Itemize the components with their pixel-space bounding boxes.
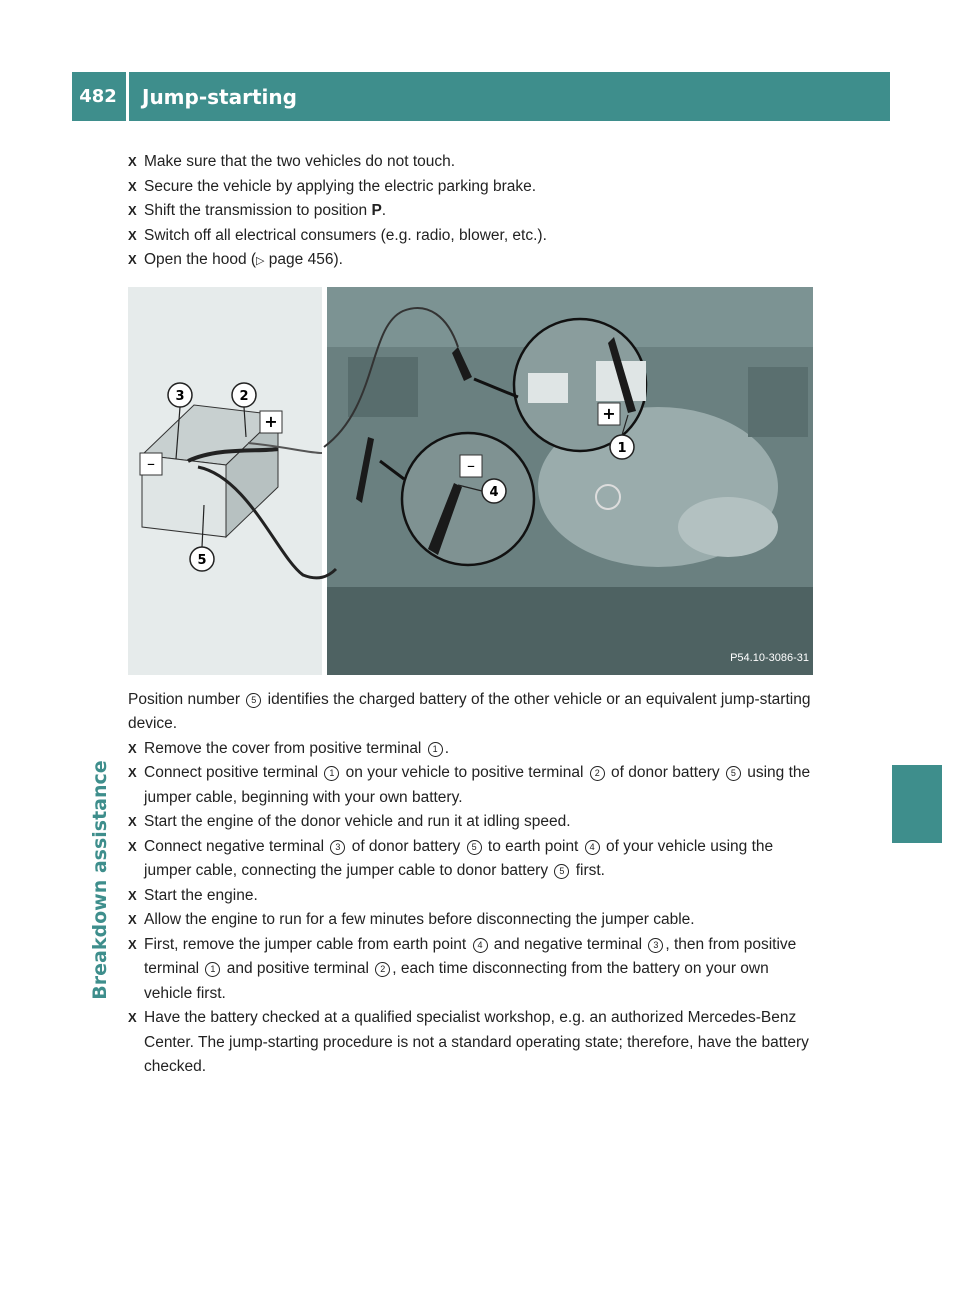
plus-sign-left: +	[264, 411, 278, 431]
jump-start-illustration	[128, 287, 813, 675]
callout-ref: 1	[205, 962, 220, 977]
step-parking-brake: X Secure the vehicle by applying the electric parking brake.	[128, 175, 813, 200]
callout-ref: 4	[585, 840, 600, 855]
step-remove-cable: X First, remove the jumper cable from earth point 4 and negative terminal 3 , then from positive terminal 1 and positive terminal 2 , each time disconnecting from the battery on your own vehicle first.	[128, 933, 813, 1007]
step-electrical-consumers: X Switch off all electrical consumers (e.g. radio, blower, etc.).	[128, 224, 813, 249]
page-content	[128, 150, 813, 1080]
section-side-label: Breakdown assistance	[89, 760, 111, 1000]
panel-divider	[322, 287, 327, 675]
callout-ref: 5	[246, 693, 261, 708]
callout-ref: 5	[726, 766, 741, 781]
section-tab-marker	[892, 765, 942, 843]
page-title: Jump-starting	[142, 84, 297, 109]
svg-text:5: 5	[197, 552, 207, 568]
svg-text:2: 2	[239, 388, 249, 404]
step-remove-cover: X Remove the cover from positive terminal 1 .	[128, 737, 813, 762]
gear-position: P	[371, 202, 382, 219]
callout-ref: 5	[554, 864, 569, 879]
svg-text:4: 4	[489, 484, 499, 500]
step-connect-positive: X Connect positive terminal 1 on your vehicle to positive terminal 2 of donor battery 5 using the jumper cable, beginning with your own battery.	[128, 761, 813, 810]
step-open-hood: X Open the hood (▷ page 456).	[128, 248, 813, 274]
step-check-battery: X Have the battery checked at a qualified specialist workshop, e.g. an authorized Mercedes-Benz Center. The jump-starting procedure is not a standard operating state; therefore, have the battery checked.	[128, 1006, 813, 1080]
intro-paragraph: Position number 5 identifies the charged battery of the other vehicle or an equivalent jump-starting device.	[128, 690, 811, 732]
step-transmission: X Shift the transmission to position P.	[128, 199, 813, 224]
svg-text:1: 1	[617, 440, 627, 456]
step-vehicles-not-touching: X Make sure that the two vehicles do not touch.	[128, 150, 813, 175]
callout-ref: 4	[473, 938, 488, 953]
callout-ref: 5	[467, 840, 482, 855]
step-start-donor: X Start the engine of the donor vehicle and run it at idling speed.	[128, 810, 813, 835]
callout-ref: 1	[324, 766, 339, 781]
callout-ref: 1	[428, 742, 443, 757]
jump-start-diagram	[128, 287, 813, 675]
plus-sign-right: +	[602, 403, 616, 423]
minus-sign-right: –	[467, 455, 475, 475]
callout-ref: 3	[330, 840, 345, 855]
step-start-engine: X Start the engine.	[128, 884, 813, 909]
step-run-engine: X Allow the engine to run for a few minutes before disconnecting the jumper cable.	[128, 908, 813, 933]
page-reference-arrow-icon: ▷	[256, 255, 265, 267]
callout-ref: 2	[590, 766, 605, 781]
svg-text:3: 3	[175, 388, 185, 404]
header-divider	[126, 72, 129, 121]
page-number: 482	[79, 86, 117, 107]
figure-reference-code: P54.10-3086-31	[730, 652, 809, 664]
minus-sign-left: –	[147, 453, 155, 473]
callout-ref: 2	[375, 962, 390, 977]
callout-ref: 3	[648, 938, 663, 953]
step-connect-negative: X Connect negative terminal 3 of donor battery 5 to earth point 4 of your vehicle using the jumper cable, connecting the jumper cable to donor battery 5 first.	[128, 835, 813, 884]
